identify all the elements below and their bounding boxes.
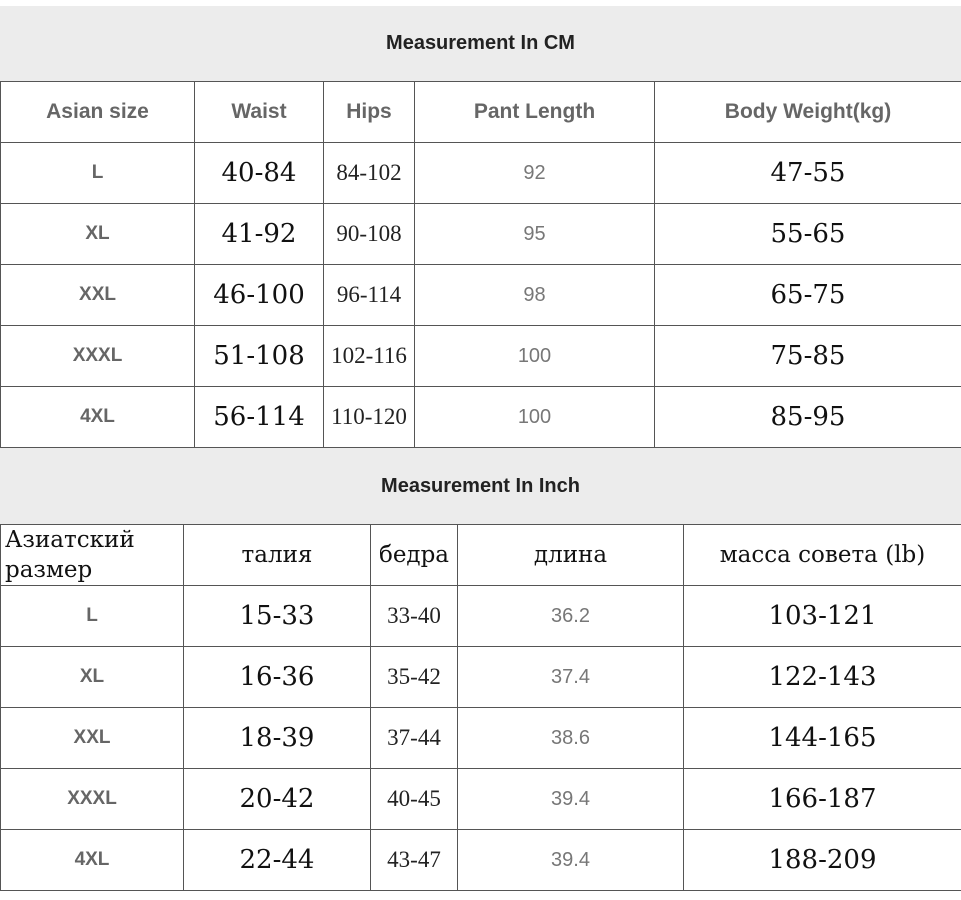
table-row: [1, 387, 961, 448]
hips-cell: 90-108: [324, 204, 415, 265]
cm-header-row: [1, 82, 961, 143]
size-cell: 4XL: [1, 830, 184, 891]
hips-cell: 40-45: [371, 769, 458, 830]
size-cell: XXXL: [1, 769, 184, 830]
waist-cell: 41-92: [195, 204, 324, 265]
inch-section-title: [0, 448, 961, 524]
size-cell: XXL: [1, 708, 184, 769]
inch-header-row: [1, 525, 961, 586]
cm-title-text: Measurement In CM: [386, 32, 575, 54]
body-weight-cell: 166-187: [684, 769, 961, 830]
size-cell: XL: [1, 204, 195, 265]
table-row: [1, 265, 961, 326]
body-weight-cell: 85-95: [655, 387, 961, 448]
length-cell: 37.4: [458, 647, 684, 708]
waist-cell: 56-114: [195, 387, 324, 448]
body-weight-cell: 103-121: [684, 586, 961, 647]
inch-header-hips: бедра: [371, 525, 458, 586]
hips-cell: 96-114: [324, 265, 415, 326]
hips-cell: 84-102: [324, 143, 415, 204]
cm-header-waist: Waist: [195, 82, 324, 143]
table-row: [1, 326, 961, 387]
body-weight-cell: 65-75: [655, 265, 961, 326]
hips-cell: 33-40: [371, 586, 458, 647]
waist-cell: 18-39: [184, 708, 371, 769]
pant-length-cell: 98: [415, 265, 655, 326]
cm-section-title: [0, 6, 961, 81]
hips-cell: 35-42: [371, 647, 458, 708]
body-weight-cell: 188-209: [684, 830, 961, 891]
waist-cell: 51-108: [195, 326, 324, 387]
waist-cell: 16-36: [184, 647, 371, 708]
cm-header-pant-length: Pant Length: [415, 82, 655, 143]
inch-header-waist: талия: [184, 525, 371, 586]
size-cell: 4XL: [1, 387, 195, 448]
waist-cell: 15-33: [184, 586, 371, 647]
size-cell: L: [1, 143, 195, 204]
waist-cell: 22-44: [184, 830, 371, 891]
pant-length-cell: 92: [415, 143, 655, 204]
cm-header-body-weight: Body Weight(kg): [655, 82, 961, 143]
hips-cell: 37-44: [371, 708, 458, 769]
waist-cell: 40-84: [195, 143, 324, 204]
table-row: [1, 830, 961, 891]
inch-title-text: Measurement In Inch: [381, 474, 580, 497]
hips-cell: 102-116: [324, 326, 415, 387]
length-cell: 36.2: [458, 586, 684, 647]
waist-cell: 20-42: [184, 769, 371, 830]
inch-header-body-weight: масса совета (lb): [684, 525, 961, 586]
size-cell: XXL: [1, 265, 195, 326]
size-cell: XXXL: [1, 326, 195, 387]
table-row: [1, 769, 961, 830]
waist-cell: 46-100: [195, 265, 324, 326]
table-row: [1, 143, 961, 204]
table-row: [1, 708, 961, 769]
body-weight-cell: 122-143: [684, 647, 961, 708]
length-cell: 39.4: [458, 769, 684, 830]
inch-header-asian-size: Азиатский размер: [1, 525, 184, 586]
body-weight-cell: 47-55: [655, 143, 961, 204]
table-row: [1, 586, 961, 647]
body-weight-cell: 55-65: [655, 204, 961, 265]
table-row: [1, 204, 961, 265]
body-weight-cell: 75-85: [655, 326, 961, 387]
table-row: [1, 647, 961, 708]
cm-header-hips: Hips: [324, 82, 415, 143]
cm-size-table: [0, 81, 961, 448]
pant-length-cell: 95: [415, 204, 655, 265]
inch-size-table: [0, 524, 961, 891]
hips-cell: 43-47: [371, 830, 458, 891]
body-weight-cell: 144-165: [684, 708, 961, 769]
length-cell: 38.6: [458, 708, 684, 769]
inch-header-length: длина: [458, 525, 684, 586]
length-cell: 39.4: [458, 830, 684, 891]
cm-header-asian-size: Asian size: [1, 82, 195, 143]
pant-length-cell: 100: [415, 387, 655, 448]
hips-cell: 110-120: [324, 387, 415, 448]
size-cell: XL: [1, 647, 184, 708]
size-cell: L: [1, 586, 184, 647]
pant-length-cell: 100: [415, 326, 655, 387]
